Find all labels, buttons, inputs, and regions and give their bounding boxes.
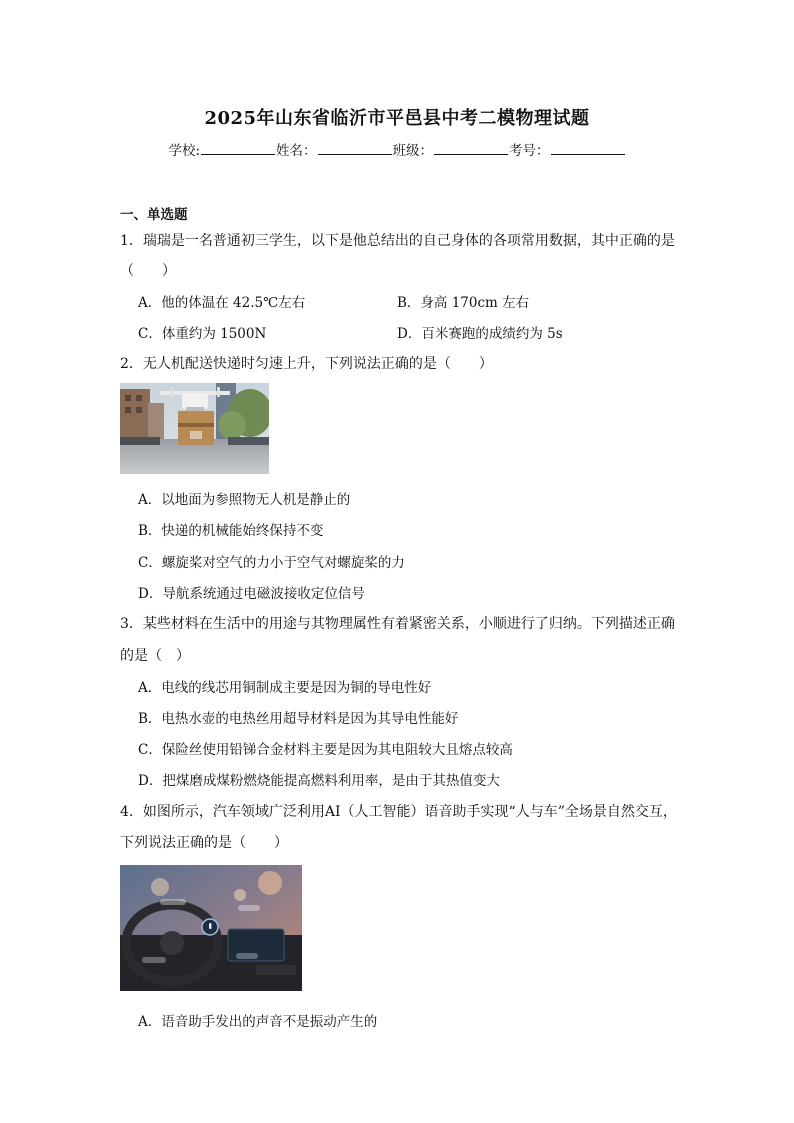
question-1-option-b: B．身高 170cm 左右 <box>397 295 530 311</box>
question-3-option-b: B．电热水壶的电热丝用超导材料是因为其导电性能好 <box>138 711 459 727</box>
question-2-option-b: B．快递的机械能始终保持不变 <box>138 523 324 539</box>
school-blank <box>201 142 275 155</box>
question-1-option-a: A．他的体温在 42.5℃左右 <box>138 295 306 311</box>
question-4-option-a: A．语音助手发出的声音不是振动产生的 <box>138 1014 378 1030</box>
name-label: 姓名： <box>276 143 317 159</box>
question-2-option-d: D．导航系统通过电磁波接收定位信号 <box>138 586 365 602</box>
question-1-option-d: D．百米赛跑的成绩约为 5s <box>397 326 563 342</box>
question-1-stem-cont: （ ） <box>120 263 176 279</box>
question-1-stem: 1．瑞瑞是一名普通初三学生，以下是他总结出的自己身体的各项常用数据，其中正确的是 <box>120 233 675 249</box>
question-3-option-d: D．把煤磨成煤粉燃烧能提高燃料利用率，是由于其热值变大 <box>138 773 500 789</box>
page-title: 2025年山东省临沂市平邑县中考二模物理试题 <box>204 108 590 129</box>
school-label: 学校: <box>168 143 201 159</box>
question-3-option-c: C．保险丝使用铅锑合金材料主要是因为其电阻较大且熔点较高 <box>138 742 513 758</box>
question-2-option-c: C．螺旋桨对空气的力小于空气对螺旋桨的力 <box>138 555 405 571</box>
question-1-option-c: C．体重约为 1500N <box>138 326 267 342</box>
name-blank <box>318 142 392 155</box>
car-ai-assistant-image <box>120 865 302 991</box>
question-2-option-a: A．以地面为参照物无人机是静止的 <box>138 492 351 508</box>
question-3-stem-cont: 的是（ ） <box>120 648 190 664</box>
class-blank <box>434 142 508 155</box>
section-heading: 一、单选题 <box>120 207 188 223</box>
question-3-option-a: A．电线的线芯用铜制成主要是因为铜的导电性好 <box>138 680 432 696</box>
class-label: 班级： <box>392 143 434 159</box>
exam-no-blank <box>551 142 625 155</box>
student-info-line <box>0 139 794 159</box>
drone-delivery-image <box>120 383 269 474</box>
question-4-stem-cont: 下列说法正确的是（ ） <box>120 835 288 851</box>
question-2-stem: 2．无人机配送快递时匀速上升，下列说法正确的是（ ） <box>120 356 493 372</box>
exam-no-label: 考号： <box>509 143 550 159</box>
question-3-stem: 3．某些材料在生活中的用途与其物理属性有着紧密关系，小顺进行了归纳。下列描述正确 <box>120 616 675 632</box>
question-4-stem: 4．如图所示，汽车领域广泛利用AI（人工智能）语音助手实现“人与车”全场景自然交互， <box>120 804 677 820</box>
